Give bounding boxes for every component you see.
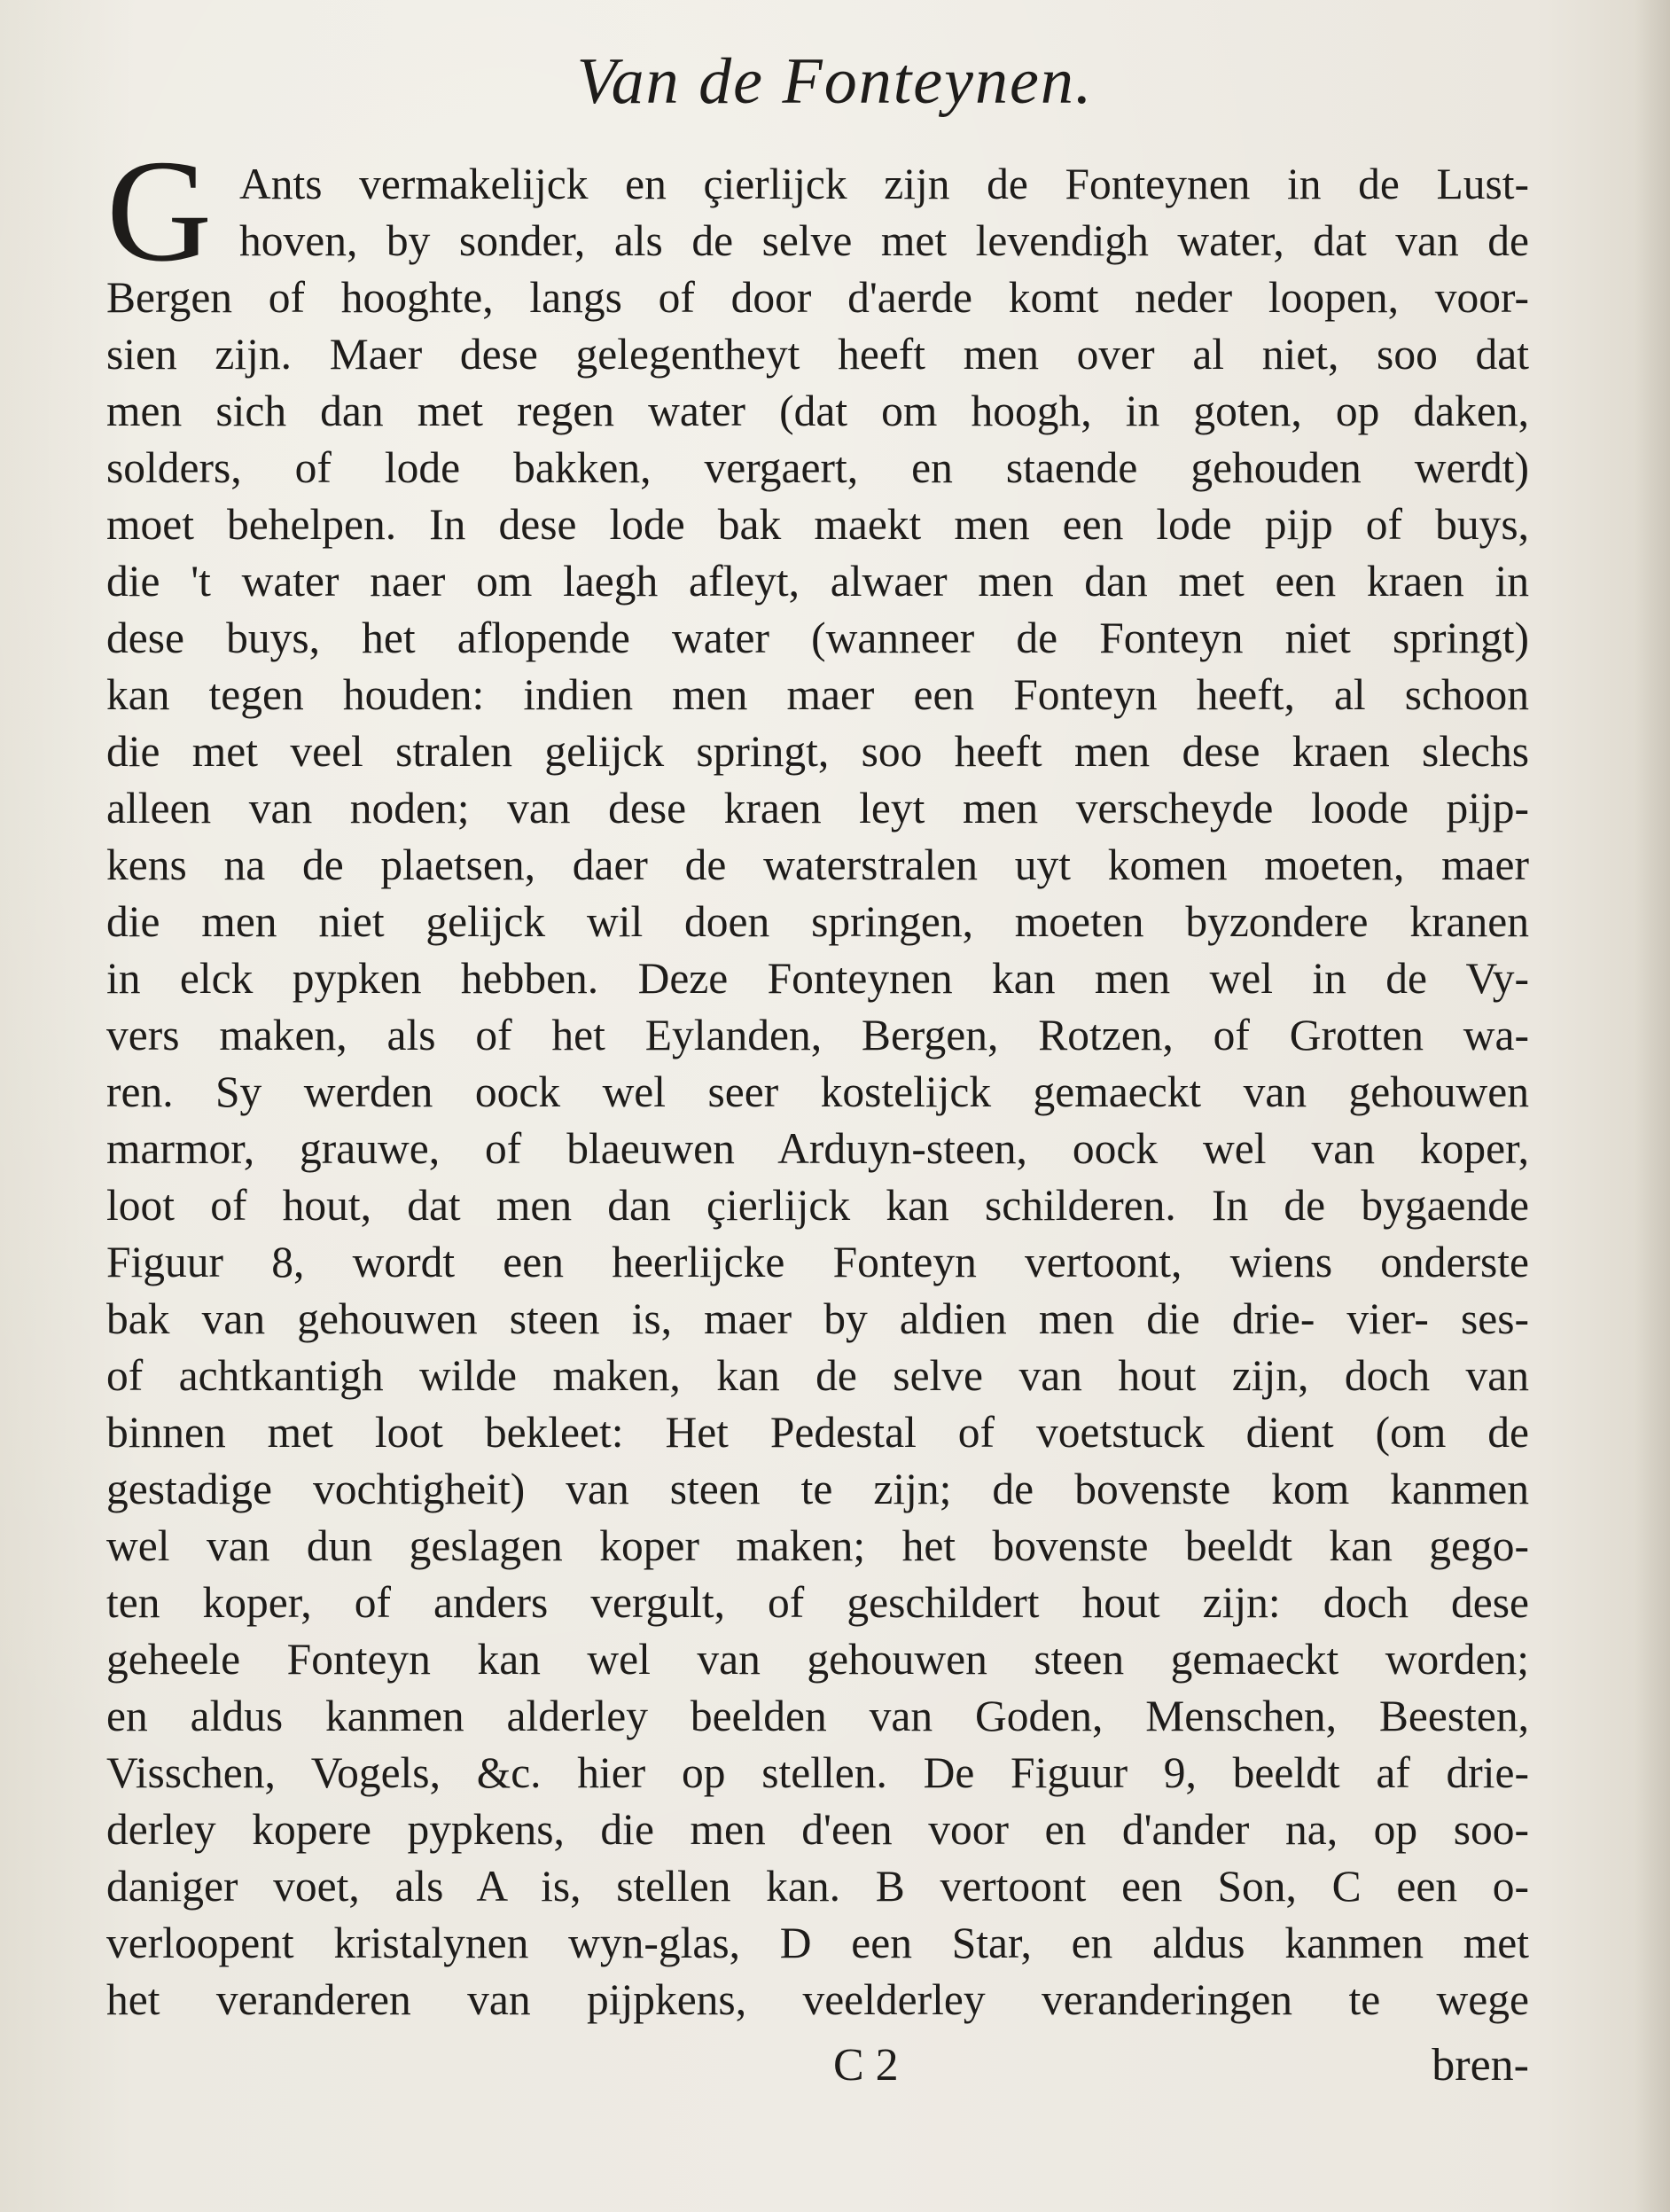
catchword: bren- [1432,2040,1529,2091]
text-line: marmor, grauwe, of blaeuwen Arduyn-steen, oock wel van koper, [106,1124,1529,1173]
text-line: het veranderen van pijpkens, veelderley veranderingen te wege [106,1975,1529,2024]
text-line: dese buys, het aflopende water (wanneer de Fonteyn niet springt) [106,614,1529,662]
text-line: solders, of lode bakken, vergaert, en staende gehouden werdt) [106,443,1529,492]
text-line: die men niet gelijck wil doen springen, moeten byzondere kranen [106,897,1529,946]
text-line: men sich dan met regen water (dat om hoogh, in goten, op daken, [106,387,1529,435]
text-line: Visschen, Vogels, &c. hier op stellen. De Figuur 9, beeldt af drie- [106,1748,1529,1797]
text-line: hoven, by sonder, als de selve met levendigh water, dat van de [239,216,1529,265]
text-line: kan tegen houden: indien men maer een Fonteyn heeft, al schoon [106,670,1529,719]
text-line: loot of hout, dat men dan çierlijck kan schilderen. In de bygaende [106,1181,1529,1230]
text-line: of achtkantigh wilde maken, kan de selve van hout zijn, doch van [106,1351,1529,1400]
text-line: en aldus kanmen alderley beelden van Goden, Menschen, Beesten, [106,1692,1529,1740]
drop-cap: G [106,129,213,292]
text-line: geheele Fonteyn kan wel van gehouwen steen gemaeckt worden; [106,1635,1529,1684]
text-line: verloopent kristalynen wyn-glas, D een Star, en aldus kanmen met [106,1919,1529,1967]
text-line: binnen met loot bekleet: Het Pedestal of voetstuck dient (om de [106,1408,1529,1457]
text-line: vers maken, als of het Eylanden, Bergen, Rotzen, of Grotten wa- [106,1011,1529,1059]
text-line: ren. Sy werden oock wel seer kostelijck gemaeckt van gehouwen [106,1067,1529,1116]
text-line: Figuur 8, wordt een heerlijcke Fonteyn vertoont, wiens onderste [106,1238,1529,1286]
text-line: die met veel stralen gelijck springt, soo heeft men dese kraen slechs [106,727,1529,776]
running-head: Van de Fonteynen. [576,45,1094,118]
text-line: gestadige vochtigheit) van steen te zijn; de bovenste kom kanmen [106,1465,1529,1513]
text-line: Ants vermakelijck en çierlijck zijn de Fonteynen in de Lust- [239,160,1529,208]
text-line: moet behelpen. In dese lode bak maekt men een lode pijp of buys, [106,500,1529,549]
text-line: kens na de plaetsen, daer de waterstralen uyt komen moeten, maer [106,840,1529,889]
text-line: sien zijn. Maer dese gelegentheyt heeft men over al niet, soo dat [106,330,1529,379]
text-line: die 't water naer om laegh afleyt, alwaer men dan met een kraen in [106,557,1529,606]
signature-mark: C 2 [833,2040,899,2091]
text-line: bak van gehouwen steen is, maer by aldien men die drie- vier- ses- [106,1294,1529,1343]
page-footer [106,2039,1529,2101]
text-line: alleen van noden; van dese kraen leyt men verscheyde loode pijp- [106,784,1529,832]
text-line: derley kopere pypkens, die men d'een voor en d'ander na, op soo- [106,1805,1529,1854]
text-line: Bergen of hooghte, langs of door d'aerde komt neder loopen, voor- [106,273,1529,322]
text-line: in elck pypken hebben. Deze Fonteynen kan men wel in de Vy- [106,954,1529,1003]
text-line: wel van dun geslagen koper maken; het bovenste beeldt kan gego- [106,1521,1529,1570]
text-line: daniger voet, als A is, stellen kan. B vertoont een Son, C een o- [106,1862,1529,1911]
page-gutter-shadow [1635,0,1670,2212]
text-line: ten koper, of anders vergult, of geschildert hout zijn: doch dese [106,1578,1529,1627]
